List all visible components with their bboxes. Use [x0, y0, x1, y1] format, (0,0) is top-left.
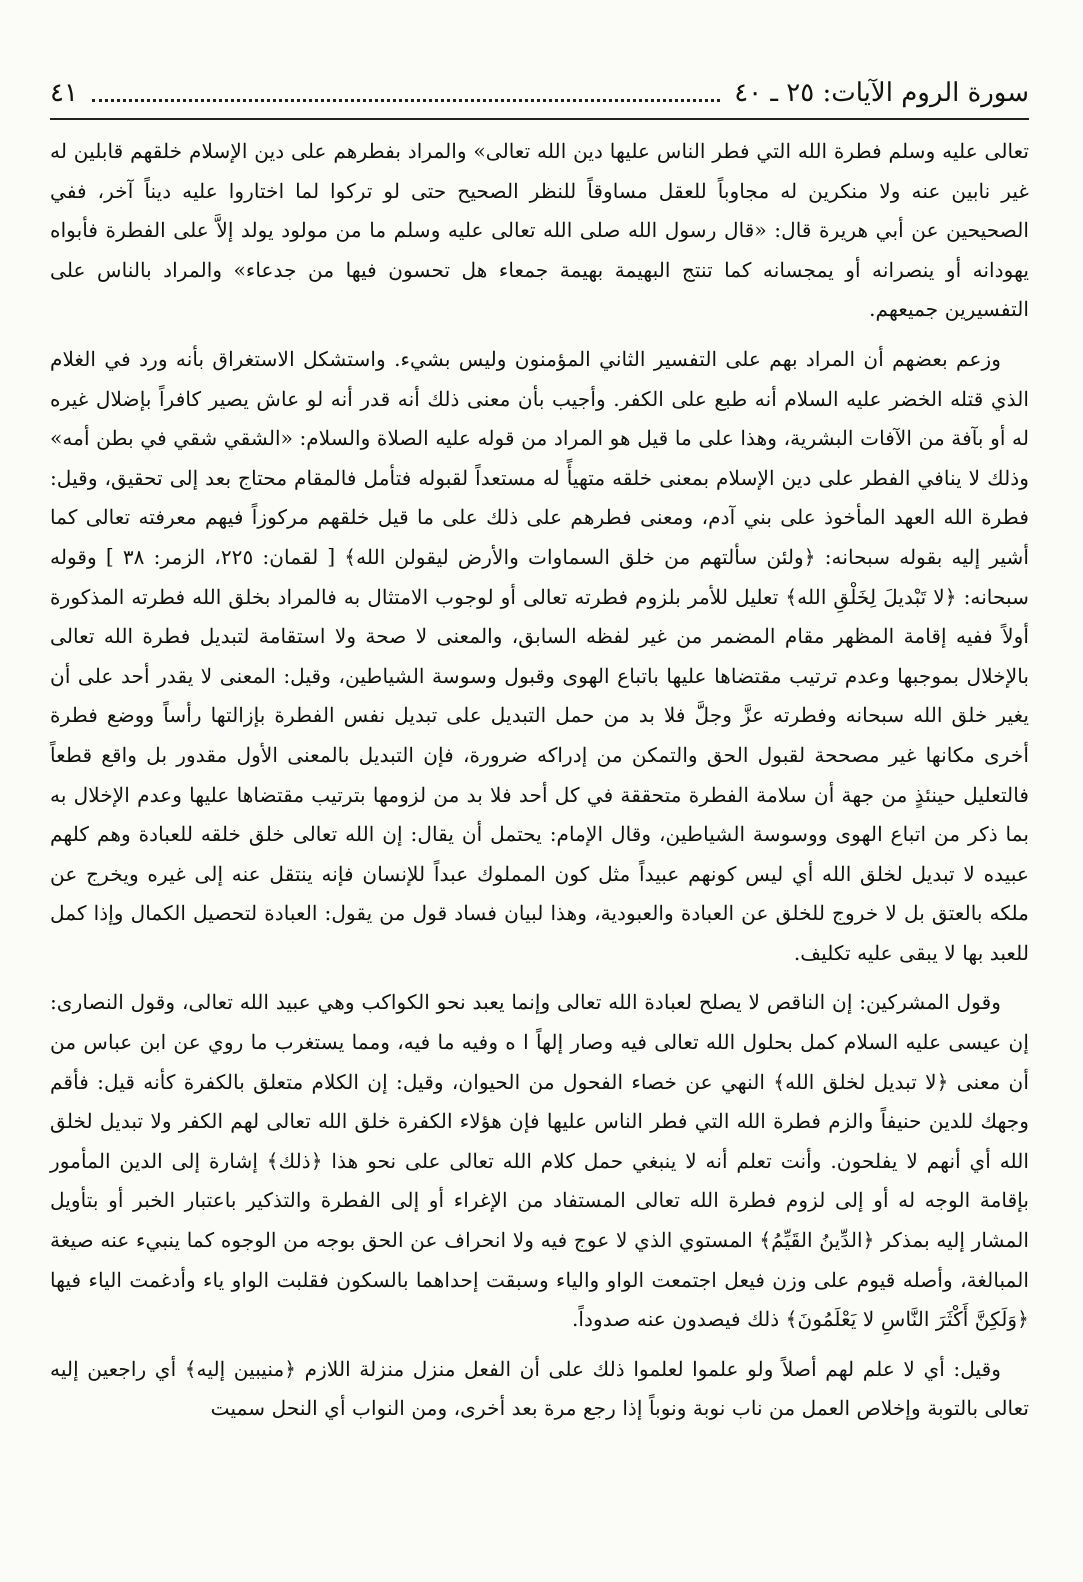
header-dot-leader: [92, 99, 720, 102]
header-rule: [50, 118, 1029, 120]
paragraph-2: وزعم بعضهم أن المراد بهم على التفسير الثاني المؤمنون وليس بشيء. واستشكل الاستغراق بأنه ورد في الغلام الذي قتله الخضر عليه السلام أنه طبع على الكفر. وأجيب بأن معنى ذلك أنه قدر أنه لو عاش يصير كافراً بإضلال غيره له أو بآفة من الآفات البشرية، وهذا على ما قيل هو المراد من قوله عليه الصلاة والسلام: «الشقي شقي في بطن أمه» وذلك لا ينافي الفطر على دين الإسلام بمعنى خلقه متهيأً له مستعداً لقبوله فتأمل فالمقام محتاج بعد إلى تحقيق، وقيل: فطرة الله العهد المأخوذ على بني آدم، ومعنى فطرهم على ذلك على ما قيل خلقهم مركوزاً فيهم معرفته تعالى كما أشير إليه بقوله سبحانه: ﴿ولئن سألتهم من خلق السماوات والأرض ليقولن الله﴾ [ لقمان: ٢٢٥، الزمر: ٣٨ ] وقوله سبحانه: ﴿لا تَبْديلَ لِخَلْقِ الله﴾ تعليل للأمر بلزوم فطرته تعالى أو لوجوب الامتثال به فالمراد بخلق الله فطرته المذكورة أولاً ففيه إقامة المظهر مقام المضمر من غير لفظه السابق، والمعنى لا صحة ولا استقامة لتبديل فطرة الله تعالى بالإخلال بموجبها وعدم ترتيب مقتضاها عليها باتباع الهوى وقبول وسوسة الشياطين، وقيل: المعنى لا يقدر أحد على أن يغير خلق الله سبحانه وفطرته عزَّ وجلَّ فلا بد من حمل التبديل على تبديل نفس الفطرة بإزالتها رأساً ووضع فطرة أخرى مكانها غير مصححة لقبول الحق والتمكن من إدراكه ضرورة، فإن التبديل بالمعنى الأول مقدور بل واقع قطعاً فالتعليل حينئذٍ من جهة أن سلامة الفطرة متحققة في كل أحد فلا بد من لزومها بترتيب مقتضاها عليها وعدم الإخلال به بما ذكر من اتباع الهوى ووسوسة الشياطين، وقال الإمام: يحتمل أن يقال: إن الله تعالى خلق خلقه للعبادة وهم كلهم عبيده لا تبديل لخلق الله أي ليس كونهم عبيداً مثل كون المملوك عبداً للإنسان فإنه ينتقل عنه إلى غيره ويخرج عن ملكه بالعتق بل لا خروج للخلق عن العبادة والعبودية، وهذا لبيان فساد قول من يقول: العبادة لتحصيل الكمال وإذا كمل للعبد بها لا يبقى عليه تكليف.: [50, 346, 1029, 965]
paragraph-4: وقيل: أي لا علم لهم أصلاً ولو علموا لعلموا ذلك على أن الفعل منزل منزلة اللازم ﴿منيبين إليه﴾ أي راجعين إليه تعالى بالتوبة وإخلاص العمل من ناب نوبة ونوباً إذا رجع مرة بعد أخرى، ومن النواب أي النحل سميت: [50, 1356, 1029, 1421]
running-title: سورة الروم الآيات: ٢٥ ـ ٤٠: [734, 78, 1029, 108]
page-number: ٤١: [50, 78, 78, 108]
paragraph-3: وقول المشركين: إن الناقص لا يصلح لعبادة الله تعالى وإنما يعبد نحو الكواكب وهي عبيد الله تعالى، وقول النصارى: إن عيسى عليه السلام كمل بحلول الله تعالى فيه وصار إلهاً ا ه وفيه ما فيه، ومما يستغرب ما روي عن ابن عباس من أن معنى ﴿لا تبديل لخلق الله﴾ النهي عن خصاء الفحول من الحيوان، وقيل: إن الكلام متعلق بالكفرة كأنه قيل: فأقم وجهك للدين حنيفاً والزم فطرة الله التي فطر الناس عليها فإن هؤلاء الكفرة خلق الله تعالى لهم الكفر ولا تبديل لخلق الله أي أنهم لا يفلحون. وأنت تعلم أنه لا ينبغي حمل كلام الله تعالى على نحو هذا ﴿ذلك﴾ إشارة إلى الدين المأمور بإقامة الوجه له أو إلى لزوم فطرة الله تعالى المستفاد من الإغراء أو إلى الفطرة والتذكير باعتبار الخبر أو بتأويل المشار إليه بمذكر ﴿الدِّينُ القَيِّمُ﴾ المستوي الذي لا عوج فيه ولا انحراف عن الحق بوجه من الوجوه كما ينبيء عنه صيغة المبالغة، وأصله قيوم على وزن فيعل اجتمعت الواو والياء وسبقت إحداهما بالسكون فقلبت الواو ياء وأدغمت الياء فيها ﴿وَلَكِنَّ أَكْثَرَ النَّاسِ لا يَعْلَمُونَ﴾ ذلك فيصدون عنه صدوداً.: [50, 990, 1029, 1332]
page-header: [50, 78, 1029, 108]
body-text: [50, 132, 1029, 1433]
paragraph-1: تعالى عليه وسلم فطرة الله التي فطر الناس عليها دين الله تعالى» والمراد بفطرهم على دين الإسلام خلقهم قابلين له غير نابين عنه ولا منكرين له مجاوباً للعقل مساوقاً للنظر الصحيح حتى لو تركوا لما اختاروا عليه ديناً آخر، ففي الصحيحين عن أبي هريرة قال: «قال رسول الله صلى الله تعالى عليه وسلم ما من مولود يولد إلاَّ على الفطرة فأبواه يهودانه أو ينصرانه أو يمجسانه كما تنتج البهيمة بهيمة جمعاء هل تحسون فيها من جدعاء» والمراد بالناس على التفسيرين جميعهم.: [50, 139, 1029, 322]
